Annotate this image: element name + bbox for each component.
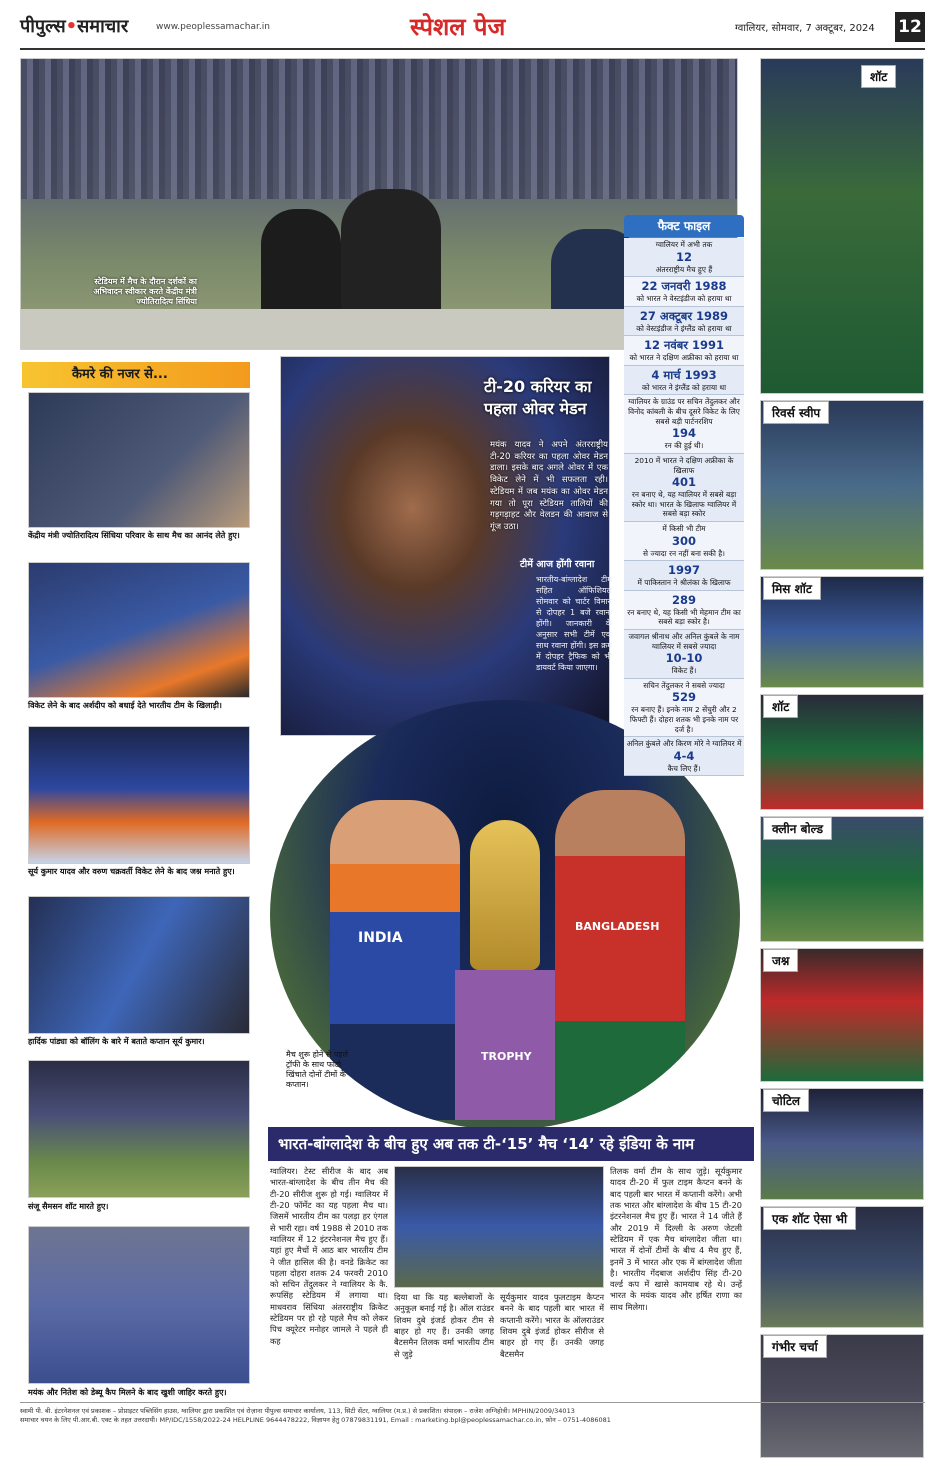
story-col-3: तिलक वर्मा टीम के साथ जुड़े। सूर्यकुमार यादव टी-20 में फुल टाइम कैप्टन बनने के बाद पहली बार भारत में कप्तानी करेंगे। अभी तक भारत और बांग्लादेश के बीच 15 टी-20 इंटरनेशनल मैच हुए हैं। भारत ने 14 जीते हैं और 2019 में दिल्ली के अरुण जेटली स्टेडियम में एक मैच बांग्लादेश जीता था। भारत में दोनों टीमों के बीच 4 मैच हुए हैं, इनमें 3 में भारत और एक में बांग्लादेश जीता है। भारतीय गेंदबाज अर्शदीप सिंह टी-20 वर्ल्ड कप में खासे कामयाब रहे थे। उन्हें भारत के मयंक यादव और हर्षित राणा का साथ मिलेगा। — [610, 1166, 742, 1312]
left-caption-6: मयंक और नितेश को डेब्यू कैप मिलने के बाद खुशी जाहिर करते हुए। — [28, 1388, 227, 1397]
fact-highlight: 12 नवंबर 1991 — [643, 338, 725, 353]
masthead-logo — [20, 14, 128, 38]
fact-item — [624, 307, 744, 337]
fact-item — [624, 336, 744, 366]
fact-highlight: 12 — [675, 249, 692, 264]
teams-leave-title: टीमें आज होंगी रवाना — [520, 559, 595, 570]
fact-item — [624, 630, 744, 679]
logo-left: पीपुल्स — [20, 16, 66, 37]
right-photo-label: जश्न — [763, 949, 798, 972]
right-photo — [760, 576, 924, 688]
fact-highlight: 22 जनवरी 1988 — [641, 279, 727, 294]
fact-post: अंतरराष्ट्रीय मैच हुए हैं — [655, 264, 713, 274]
fact-item — [624, 522, 744, 561]
trophy-label: TROPHY — [481, 1050, 532, 1063]
left-photo-6 — [28, 1226, 250, 1384]
right-photo — [760, 1334, 924, 1458]
fact-post: को वेस्टइंडीज ने इंग्लैंड को हराया था — [636, 323, 732, 333]
issue-date: ग्वालियर, सोमवार, 7 अक्टूबर, 2024 — [735, 23, 875, 34]
fact-post: विकेट हैं। — [671, 666, 697, 676]
fact-post: से ज्यादा रन नहीं बना सकी है। — [643, 548, 725, 558]
left-caption-3: सूर्य कुमार यादव और वरुण चक्रवर्ती विकेट लेने के बाद जश्न मनाते हुए। — [28, 867, 235, 876]
right-photo-label: शॉट — [763, 695, 798, 718]
teams-leave-text: भारतीय-बांग्लादेश टीम सहित ऑफिशियल सोमवार को चार्टर विमान से दोपहर 1 बजे रवाना होंगी। जानकारी के अनुसार सभी टीमें एक साथ रवाना होंगी। इस क्रम में दोपहर ट्रैफिक को भी डायवर्ट किया जाएगा। — [536, 575, 612, 673]
page-number: 12 — [895, 12, 925, 42]
fact-item — [624, 591, 744, 630]
footer-line-2: समाचार चयन के लिए पी.आर.बी. एक्ट के तहत उत्तरदायी। MP/IDC/1558/2022-24 HELPLINE 9644478222, विज्ञापन हेतु 07879831191, Email : marketing.bpl@peoplessamachar.co.in, फ़ोन – 0751-4086081 — [20, 1416, 611, 1425]
right-photo-label: एक शॉट ऐसा भी — [763, 1207, 856, 1230]
left-caption-5: संजू सैमसन शॉट मारते हुए। — [28, 1202, 109, 1211]
hero-crowd — [21, 59, 738, 199]
fact-post: को भारत ने इंग्लैंड को हराया था — [641, 382, 727, 392]
hero-caption: स्टेडियम में मैच के दौरान दर्शकों का अभिवादन स्वीकार करते केंद्रीय मंत्री ज्योतिरादित्य सिंधिया — [93, 277, 197, 306]
fact-highlight: 529 — [671, 690, 696, 705]
maiden-title: टी-20 करियर का पहला ओवर मेडन — [484, 377, 592, 418]
fact-pre: में किसी भी टीम — [662, 523, 706, 533]
jersey-india: INDIA — [358, 930, 403, 946]
fact-file-list — [624, 238, 744, 776]
right-photo-label: शॉट — [861, 65, 896, 88]
fact-item — [624, 737, 744, 776]
left-caption-1: केंद्रीय मंत्री ज्योतिरादित्य सिंधिया परिवार के साथ मैच का आनंद लेते हुए। — [28, 531, 240, 540]
story-col-1: ग्वालियर। टेस्ट सीरीज के बाद अब भारत-बांग्लादेश के बीच तीन मैच की टी-20 सीरीज शुरू हो गई। ग्वालियर में टी-20 फॉर्मेट का यह पहला मैच था। जिसमें भारतीय टीम का पलड़ा हर एंगल से भारी रहा। वर्ष 1988 से 2010 तक ग्वालियर में 12 इंटरनेशनल मैच हुए हैं। यहां हुए मैचों में आठ बार भारतीय टीम ने जीत हासिल की है। वनडे क्रिकेट का पहला दोहरा शतक 24 फरवरी 2010 को सचिन तेंदुलकर ने ग्वालियर के कै. रूपसिंह स्टेडियम में लगाया था। माधवराव सिंधिया अंतरराष्ट्रीय क्रिकेट स्टेडियम पर हो रहे पहले मैच को लेकर पिच क्यूरेटर मनोहर जामले ने पहले ही कह — [270, 1166, 388, 1346]
fact-item — [624, 395, 744, 453]
fact-item — [624, 454, 744, 522]
site-url: www.peoplessamachar.in — [156, 22, 270, 32]
fact-post: रन की हुई थी। — [664, 441, 704, 451]
left-caption-2: विकेट लेने के बाद अर्शदीप को बधाई देते भारतीय टीम के खिलाड़ी। — [28, 701, 222, 710]
main-headline: भारत-बांग्लादेश के बीच हुए अब तक टी-‘15’ मैच ‘14’ रहे इंडिया के नाम — [268, 1127, 754, 1161]
fact-pre: ग्वालियर में अभी तक — [655, 240, 713, 249]
right-photo-label: चोटिल — [763, 1089, 809, 1112]
fact-item — [624, 277, 744, 307]
fact-pre: ग्वालियर के ग्राउंड पर सचिन तेंदुलकर और विनोद कांबली के बीच दूसरे विकेट के लिए सबसे बड़ी पार्टनरशिप — [628, 397, 740, 426]
fact-highlight: 27 अक्टूबर 1989 — [639, 308, 729, 323]
right-photo — [760, 1088, 924, 1200]
right-photo-label: गंभीर चर्चा — [763, 1335, 827, 1358]
left-photo-4 — [28, 896, 250, 1034]
fact-item — [624, 366, 744, 396]
fact-item — [624, 561, 744, 591]
fact-highlight: 194 — [671, 426, 696, 441]
left-photo-1 — [28, 392, 250, 528]
fact-highlight: 10-10 — [665, 651, 703, 666]
right-photo — [760, 816, 924, 942]
right-photo-label: रिवर्स स्वीप — [763, 401, 829, 424]
story-col-2a: दिया था कि यह बल्लेबाजों के अनुकूल बनाई गई है। ऑल राउंडर शिवम दुबे इंजर्ड होकर टीम से बाहर हो गए हैं। उनकी जगह बैटसमैन तिलक वर्मा भारतीय टीम से जुड़े — [394, 1292, 494, 1359]
right-photo-label: मिस शॉट — [763, 577, 821, 600]
story-col-2b: सूर्यकुमार यादव फुलटाइम कैप्टन बनने के बाद पहली बार भारत में कप्तानी करेंगे। भारत के ऑलराउंडर शिवम दुबे इंजर्ड होकर सीरीज से बाहर हो गए हैं। उनकी जगह बैटसमैन — [500, 1292, 604, 1359]
jersey-bangladesh: BANGLADESH — [575, 920, 660, 933]
fact-post: रन बनाए थे, यह किसी भी मेहमान टीम का सबसे बड़ा स्कोर है। — [627, 607, 741, 627]
right-column — [754, 58, 926, 1394]
bangladesh-captain — [555, 790, 685, 1120]
fact-post: में पाकिस्तान ने श्रीलंका के खिलाफ — [637, 578, 731, 588]
fact-pre: 2010 में भारत ने दक्षिण अफ्रीका के खिलाफ — [634, 455, 734, 475]
left-photo-3 — [28, 726, 250, 864]
fact-pre: अनिल कुंबले और किरण मोरे ने ग्वालियर में — [626, 739, 742, 749]
maiden-text: मयंक यादव ने अपने अंतरराष्ट्रीय टी-20 करियर का पहला ओवर मेडन डाला। इसके बाद अगले ओवर में एक विकेट लेने में भी सफलता रही। स्टेडियम में जब मयंक का ओवर मेडन गया तो पूरा स्टेडियम तालियों की गड़गड़ाहट और वेलडन की आवाज से गूंज उठा। — [490, 440, 608, 533]
right-photo — [760, 1206, 924, 1328]
fact-item — [624, 679, 744, 737]
fact-highlight: 4 मार्च 1993 — [651, 367, 717, 382]
footer-line-1: स्वामी पी. बी. इंटरनेशनल एवं प्रकाशक – प्रोप्राइटर पब्लिसिंग हाउस, ग्वालियर द्वारा प्रकाशित एवं रोज़ाना पीपुल्स समाचार कार्यालय, 113, सिटी सेंटर, ग्वालियर (म.प्र.) से प्रकाशित। संपादक – राजेश अग्निहोत्री। MPHIN/2009/34013 — [20, 1407, 575, 1415]
trophy-stand — [455, 970, 555, 1120]
fact-item — [624, 238, 744, 277]
fact-pre: सचिन तेंदुलकर ने सबसे ज्यादा — [643, 680, 725, 690]
fact-highlight: 300 — [671, 533, 696, 548]
fact-highlight: 1997 — [667, 563, 700, 578]
left-photo-2 — [28, 562, 250, 698]
page-title: स्पेशल पेज — [410, 12, 506, 41]
fact-post: रन बनाए थे, यह ग्वालियर में सबसे बड़ा स्कोर था। भारत के खिलाफ ग्वालियर में सबसे बड़ा स्कोर — [631, 490, 737, 519]
fact-pre: जवागल श्रीनाथ और अनिल कुंबले के नाम ग्वालियर में सबसे ज्यादा — [628, 631, 740, 651]
fact-file — [624, 215, 744, 237]
fact-highlight: 401 — [671, 475, 696, 490]
camera-section-title: कैमरे की नजर से... — [22, 362, 250, 388]
right-photo — [760, 58, 924, 394]
trophy-caption: मैच शुरू होने से पहले ट्रॉफी के साथ फोटो खिंचाते दोनों टीमों के कप्तान। — [286, 1050, 349, 1089]
right-photo — [760, 694, 924, 810]
fact-highlight: 4-4 — [673, 748, 695, 763]
fact-post: को भारत ने दक्षिण अफ्रीका को हराया था — [629, 353, 739, 363]
right-photo — [760, 948, 924, 1082]
left-caption-4: हार्दिक पांड्या को बॉलिंग के बारे में बताते कप्तान सूर्य कुमार। — [28, 1037, 205, 1046]
fact-post: को भारत ने वेस्टइंडीज को हराया था — [636, 294, 732, 304]
fact-file-title: फैक्ट फाइल — [624, 215, 744, 237]
fact-post: रन बनाए हैं। इनके नाम 2 सेंचुरी और 2 फिफ्टी हैं। दोहरा शतक भी इनके नाम पर दर्ज है। — [629, 705, 739, 734]
fact-highlight: 289 — [671, 592, 696, 607]
logo-right: समाचार — [77, 16, 129, 37]
team-huddle-photo — [394, 1166, 604, 1288]
logo-dot: • — [65, 16, 78, 37]
right-photo-label: क्लीन बोल्ड — [763, 817, 832, 840]
right-photo — [760, 400, 924, 570]
trophy — [470, 820, 540, 970]
left-photo-5 — [28, 1060, 250, 1198]
header-divider — [20, 48, 925, 50]
fact-post: कैच लिए हैं। — [667, 763, 701, 773]
imprint-footer — [20, 1402, 925, 1426]
